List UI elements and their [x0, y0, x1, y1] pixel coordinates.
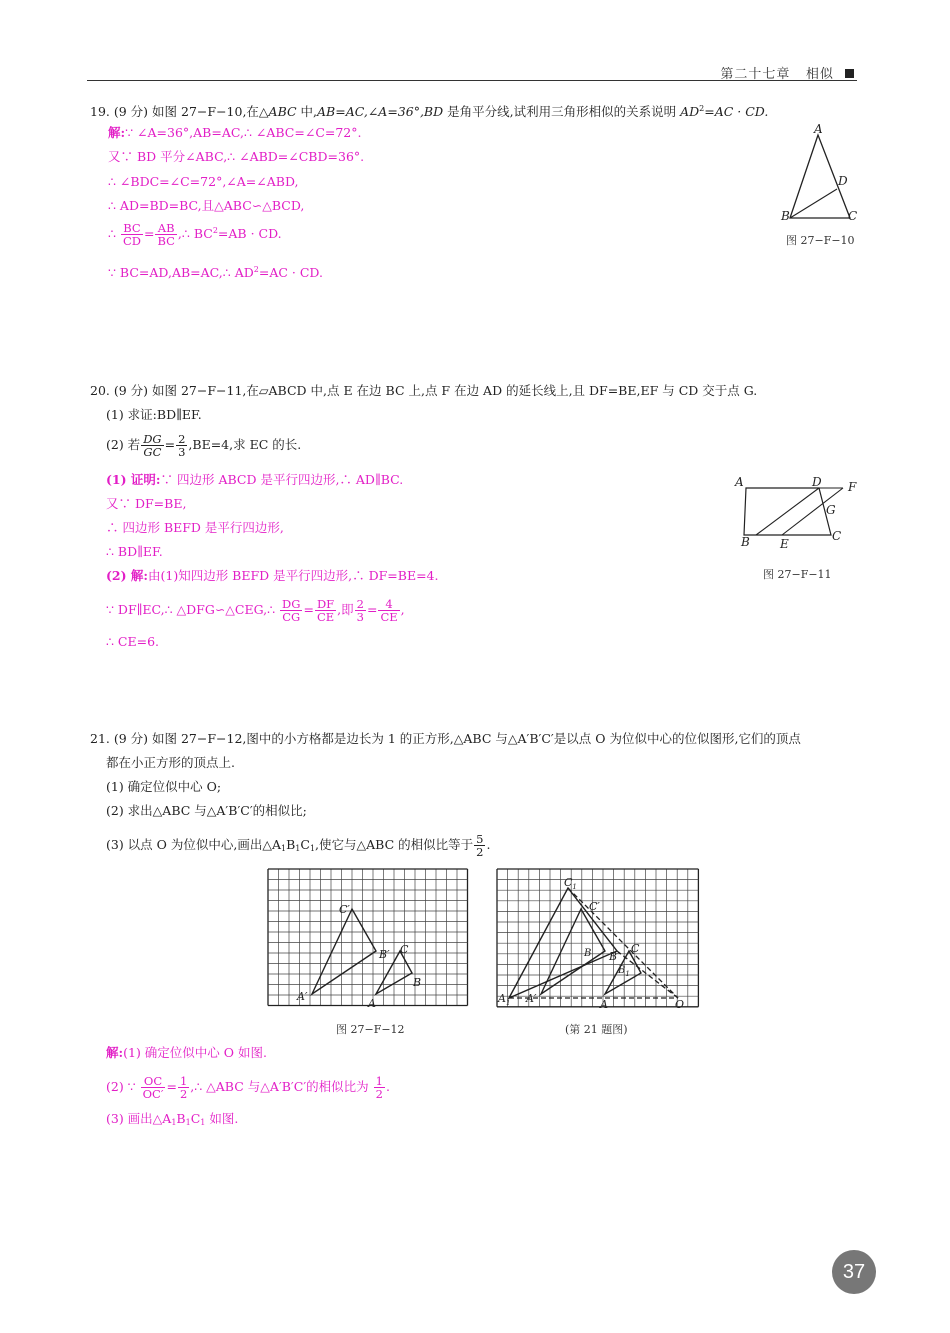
q20-figure-caption: 图 27−F−11 [763, 568, 832, 581]
q21-grid-figure-left [267, 868, 467, 1008]
q20-solution-line-2: 又∵ DF=BE, [106, 496, 187, 511]
q21-part-3: (3) 以点 O 为位似中心,画出$\triangle A_1B_1C_1$,使它与△ABC 的相似比等于 $\frac{5}{2}$ . [106, 832, 491, 859]
q21-part-1: (1) 确定位似中心 O; [106, 779, 222, 794]
label-d: D [812, 475, 822, 489]
label-c: C [631, 942, 640, 955]
q19-solution-line-5: ∴ $\frac{BC}{CD}$ = $\frac{AB}{BC}$ ,∴ $BC^2=AB$ · CD. [108, 221, 282, 248]
label-a: A [368, 997, 376, 1010]
q20-solution-line-3: ∴ 四边形 BEFD 是平行四边形, [106, 520, 284, 535]
q21-solution-line-2: (2) ∵ $\frac{OC}{OC'}$ = $\frac{1}{2}$ ,∴ △ABC 与△A′B′C′的相似比为 $\frac{1}{2}$ . [106, 1074, 390, 1101]
label-c: C [848, 209, 858, 223]
diagonal-bd [756, 488, 819, 535]
q20-part-1: (1) 求证:BD∥EF. [106, 407, 202, 422]
chapter-number: 第二十七章 [720, 67, 791, 82]
q19-solution-line-6: ∵ BC=AD,AB=AC,∴ $AD^2=AC$ · CD. [108, 265, 323, 280]
label-a: A [735, 475, 744, 489]
header-rule [87, 80, 857, 81]
page-number-badge: 37 [832, 1250, 876, 1294]
q20-stem: 20. (9 分) 如图 27−F−11,在▱ABCD 中,点 E 在边 BC 上,点 F 在边 AD 的延长线上,且 DF=BE,EF 与 CD 交于点 G. [90, 383, 758, 398]
label-o: O [675, 998, 685, 1011]
q20-solution-line-1: (1) 证明:∵ 四边形 ABCD 是平行四边形,∴ AD∥BC. [106, 472, 404, 487]
label-b: B [781, 209, 790, 223]
label-b: B [413, 976, 422, 989]
label-b-prime: B′ [379, 948, 390, 961]
label-b-prime: B′ [609, 950, 620, 963]
q20-solution-line-5: (2) 解:由(1)知四边形 BEFD 是平行四边形,∴ DF=BE=4. [106, 568, 439, 583]
chapter-title: 相似 [805, 67, 834, 82]
label-a: A [600, 998, 608, 1011]
q21-part-2: (2) 求出△ABC 与△A′B′C′的相似比; [106, 803, 307, 818]
label-g: G [826, 503, 836, 517]
q19-solution-line-3: ∴ ∠BDC=∠C=72°,∠A=∠ABD, [108, 174, 299, 189]
q19-solution-line-4: ∴ AD=BD=BC,且△ABC∽△BCD, [108, 198, 305, 213]
label-c: C [400, 943, 409, 956]
q19-solution-line-2: 又∵ BD 平分∠ABC,∴ ∠ABD=∠CBD=36°. [108, 149, 365, 164]
q21-solution-line-3: (3) 画出$\triangle A_1B_1C_1$ 如图. [106, 1111, 239, 1127]
q21-right-figure-caption: (第 21 题图) [565, 1023, 628, 1036]
q21-stem-line-1: 21. (9 分) 如图 27−F−12,图中的小方格都是边长为 1 的正方形,△ABC 与△A′B′C′是以点 O 为位似中心的位似图形,它们的顶点 [90, 731, 801, 746]
q20-solution-line-4: ∴ BD∥EF. [106, 544, 163, 559]
label-c-prime: C′ [339, 903, 350, 916]
bisector-bd [790, 189, 837, 218]
q21-left-figure-caption: 图 27−F−12 [336, 1023, 405, 1036]
label-a1: $A_1$ [498, 992, 511, 1007]
q20-figure [732, 474, 862, 554]
q21-solution-line-1: 解:(1) 确定位似中心 O 如图. [106, 1045, 267, 1060]
label-d: D [838, 174, 848, 188]
label-a: A [814, 122, 823, 136]
q20-solution-line-7: ∴ CE=6. [106, 634, 160, 649]
label-b1: $B_1$ [618, 965, 630, 978]
label-a-prime: A′ [297, 990, 308, 1003]
label-c: C [832, 529, 842, 543]
label-a-prime: A′ [526, 992, 537, 1005]
label-b: B [741, 535, 750, 549]
square-bullet-icon [845, 69, 854, 78]
label-f: F [848, 480, 857, 494]
label-c-prime: C′ [589, 900, 600, 913]
q19-solution-line-1: 解:∵ ∠A=36°,AB=AC,∴ ∠ABC=∠C=72°. [108, 125, 362, 140]
label-b: B [584, 948, 592, 959]
q20-part-2: (2) 若 $\frac{DG}{GC}$ = $\frac{2}{3}$ ,BE=4,求 EC 的长. [106, 432, 302, 459]
q19-figure [780, 120, 860, 230]
label-c1: $C_1$ [564, 876, 577, 891]
q19-stem: 19. (9 分) 如图 27−F−10,在△ABC 中,AB=AC,∠A=36°,BD 是角平分线,试利用三角形相似的关系说明 $AD^2=AC$ · CD. [90, 104, 769, 119]
label-e: E [780, 537, 789, 551]
q20-solution-line-6: ∵ DF∥EC,∴ △DFG∽△CEG,∴ $\frac{DG}{CG}$ = $\frac{DF}{CE}$ ,即 $\frac{2}{3}$ = $\frac{4}{CE}$ , [106, 597, 405, 624]
q21-stem-line-2: 都在小正方形的顶点上. [106, 755, 235, 770]
q21-grid-figure-right [496, 868, 699, 1011]
q19-figure-caption: 图 27−F−10 [786, 234, 855, 247]
